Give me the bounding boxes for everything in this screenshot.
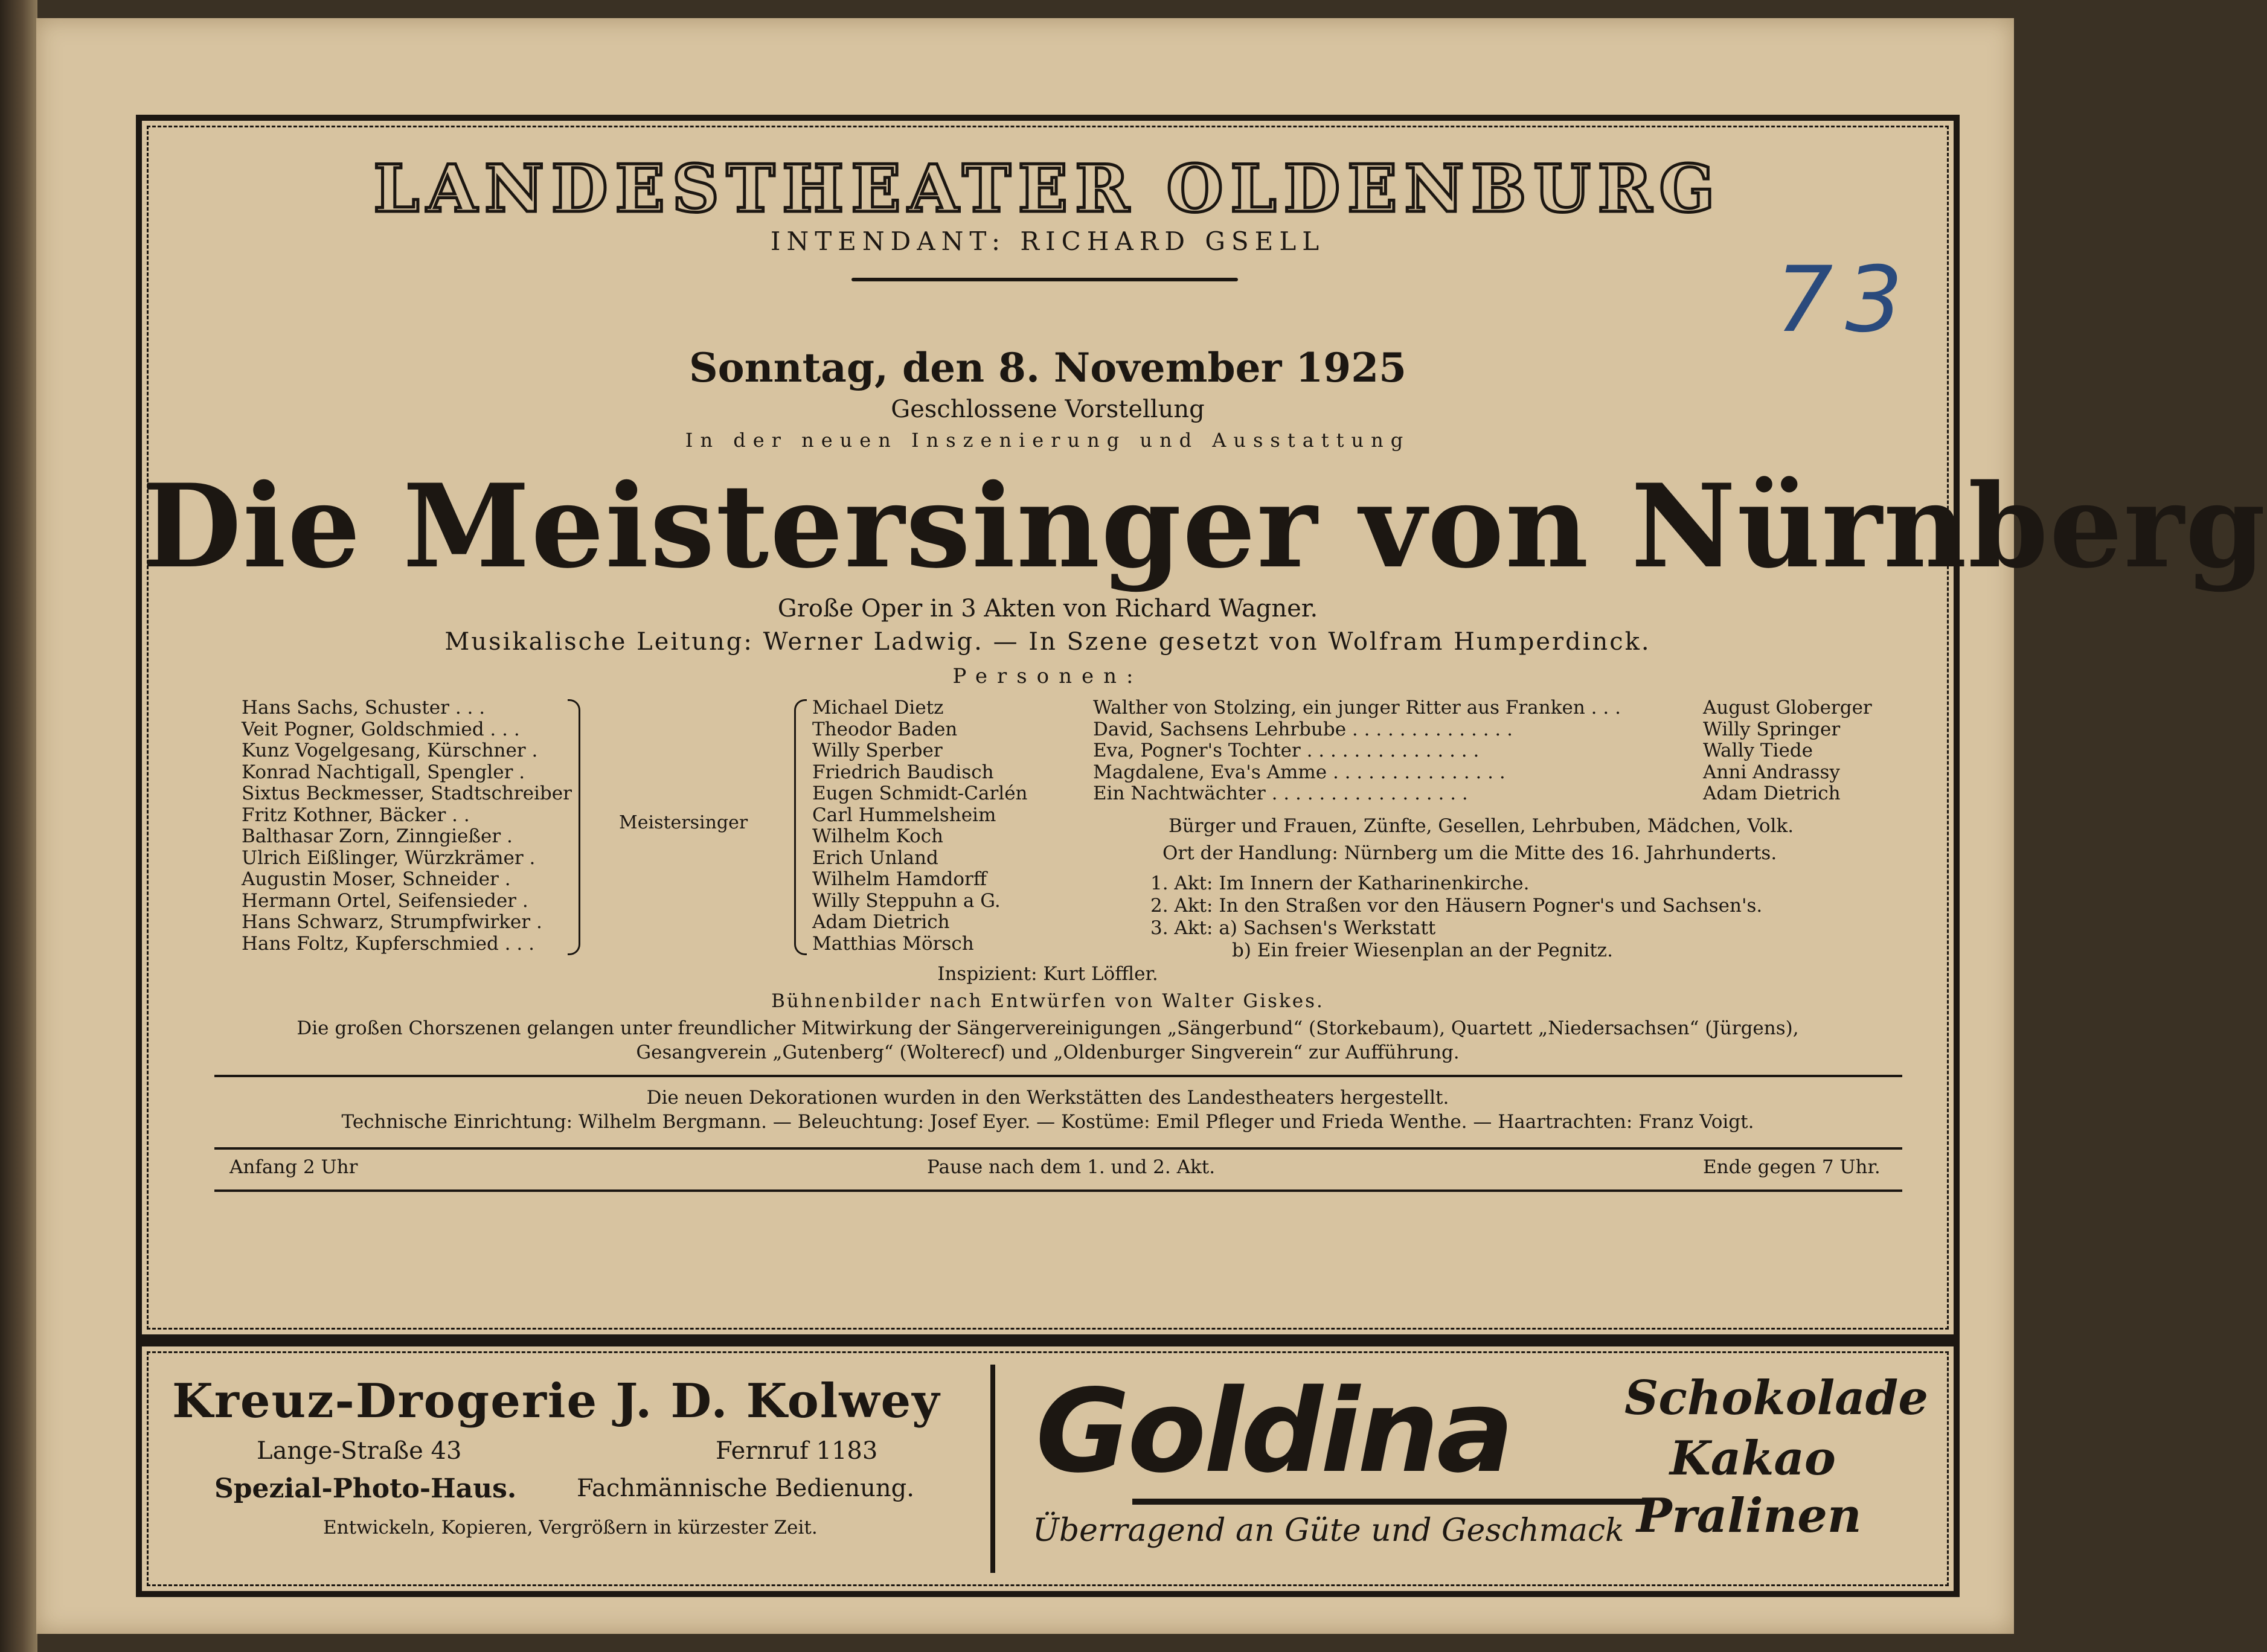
drogerie-tagline: Entwickeln, Kopieren, Vergrößern in kürzester Zeit. <box>323 1517 818 1538</box>
list-item: Michael Dietz <box>812 697 944 719</box>
divider <box>214 1189 1902 1192</box>
act-1: 1. Akt: Im Innern der Katharinenkirche. <box>1150 872 1530 894</box>
margin-number: 73 <box>1775 248 1915 353</box>
ad-separator <box>990 1365 995 1573</box>
program-frame <box>136 115 2267 1340</box>
opera-subtitle: Große Oper in 3 Akten von Richard Wagner. <box>777 595 1318 623</box>
list-item: Carl Hummelsheim <box>812 804 996 826</box>
goldina-logo: Goldina <box>1036 1365 1512 1498</box>
buhnenbilder: Bühnenbilder nach Entwürfen von Walter Giskes. <box>771 990 1324 1012</box>
theater-title: LANDESTHEATER OLDENBURG <box>373 151 1722 227</box>
list-item: Veit Pogner, Goldschmied . . . <box>242 718 520 740</box>
drogerie-name: Kreuz-Drogerie J. D. Kolwey <box>172 1374 941 1429</box>
brace-left <box>794 699 807 955</box>
page <box>36 18 2267 1634</box>
book-binding <box>0 0 37 1652</box>
singers-left-list <box>812 697 1028 955</box>
drogerie-service: Fachmännische Bedienung. <box>577 1474 914 1502</box>
dekorationen: Die neuen Dekorationen wurden in den Werkstätten des Landestheaters hergestellt. <box>646 1087 1449 1109</box>
list-item: Ein Nachtwächter . . . . . . . . . . . . . . . . . <box>1093 783 1468 804</box>
drogerie-phone: Fernruf 1183 <box>716 1437 878 1465</box>
act-2: 2. Akt: In den Straßen vor den Häusern Pogner's und Sachsen's. <box>1150 895 1763 917</box>
place-line: Ort der Handlung: Nürnberg um die Mitte des 16. Jahrhunderts. <box>1162 842 1777 864</box>
list-item: Wally Tiede <box>1703 740 1813 761</box>
list-item: Magdalene, Eva's Amme . . . . . . . . . . . . . . . <box>1093 761 1505 783</box>
drogerie-photo: Spezial-Photo-Haus. <box>214 1473 517 1504</box>
direction-credits: Musikalische Leitung: Werner Ladwig. — In Szene gesetzt von Wolfram Humperdinck. <box>444 628 1651 656</box>
inszenierung-note: In der neuen Inszenierung und Ausstattung <box>685 429 1411 452</box>
list-item: Walther von Stolzing, ein junger Ritter aus Franken . . . <box>1093 697 1621 719</box>
divider <box>214 1147 1902 1150</box>
closed-performance: Geschlossene Vorstellung <box>891 395 1205 423</box>
list-item: Hans Foltz, Kupferschmied . . . <box>242 932 534 955</box>
list-item: Fritz Kothner, Bäcker . . <box>242 804 470 826</box>
technik-credits: Technische Einrichtung: Wilhelm Bergmann. — Beleuchtung: Josef Eyer. — Kostüme: Emil Pfleger und Frieda Wenthe. — Haartrachten: Franz Voigt. <box>341 1111 1754 1133</box>
list-item: Kunz Vogelgesang, Kürschner . <box>242 740 538 761</box>
list-item: Eugen Schmidt-Carlén <box>812 783 1028 804</box>
singers-right-list <box>1703 697 1872 805</box>
list-item: Hermann Ortel, Seifensieder . <box>242 889 528 912</box>
chor-line-1: Die großen Chorszenen gelangen unter freundlicher Mitwirkung der Sängervereinigungen „Sängerbund“ (Storkebaum), Quartett „Niedersachsen“ (Jürgens), <box>297 1017 1799 1039</box>
product-pralinen: Pralinen <box>1637 1488 1862 1543</box>
chorus-line: Bürger und Frauen, Zünfte, Gesellen, Lehrbuben, Mädchen, Volk. <box>1169 815 1794 837</box>
product-kakao: Kakao <box>1670 1431 1836 1486</box>
list-item: August Globerger <box>1703 697 1872 719</box>
brace-right <box>568 699 580 955</box>
list-item: Eva, Pogner's Tochter . . . . . . . . . . . . . . . <box>1093 740 1480 761</box>
anfang: Anfang 2 Uhr <box>229 1156 358 1178</box>
title-rule <box>851 278 1238 281</box>
chor-line-2: Gesangverein „Gutenberg“ (Wolterecf) und „Oldenburger Singverein“ zur Aufführung. <box>636 1042 1460 1063</box>
list-item: Anni Andrassy <box>1703 761 1840 783</box>
list-item: Balthasar Zorn, Zinngießer . <box>242 825 513 847</box>
list-item: Matthias Mörsch <box>812 932 974 955</box>
product-schokolade: Schokolade <box>1624 1371 1928 1426</box>
goldina-slogan: Überragend an Güte und Geschmack <box>1033 1513 1624 1549</box>
list-item: Hans Sachs, Schuster . . . <box>242 697 486 719</box>
list-item: Adam Dietrich <box>1703 783 1841 804</box>
meistersinger-label: Meistersinger <box>619 812 748 833</box>
goldina-underline <box>1132 1499 1652 1505</box>
inspizient: Inspizient: Kurt Löffler. <box>937 963 1158 985</box>
performance-date: Sonntag, den 8. November 1925 <box>688 344 1407 391</box>
list-item: Willy Sperber <box>812 740 943 761</box>
drogerie-address: Lange-Straße 43 <box>257 1437 462 1465</box>
list-item: Willy Springer <box>1703 718 1841 740</box>
ad-frame <box>136 1340 1960 1597</box>
list-item: Hans Schwarz, Strumpfwirker . <box>242 911 542 933</box>
list-item: Wilhelm Koch <box>812 825 943 847</box>
personen-heading: Personen: <box>952 664 1143 688</box>
act-3b: b) Ein freier Wiesenplan an der Pegnitz. <box>1232 940 1613 961</box>
divider <box>214 1075 1902 1077</box>
pause: Pause nach dem 1. und 2. Akt. <box>927 1156 1216 1178</box>
act-3: 3. Akt: a) Sachsen's Werkstatt <box>1150 917 1436 939</box>
list-item: Wilhelm Hamdorff <box>812 868 987 890</box>
list-item: Theodor Baden <box>812 718 958 740</box>
opera-title: Die Meistersinger von Nürnberg <box>142 459 2267 594</box>
list-item: Adam Dietrich <box>812 911 950 933</box>
list-item: Friedrich Baudisch <box>812 761 994 783</box>
list-item: Ulrich Eißlinger, Würzkrämer . <box>242 847 536 869</box>
list-item: Willy Steppuhn a G. <box>812 889 1001 912</box>
list-item: Sixtus Beckmesser, Stadtschreiber <box>242 783 572 804</box>
list-item: Konrad Nachtigall, Spengler . <box>242 761 525 783</box>
list-item: David, Sachsens Lehrbube . . . . . . . . . . . . . . <box>1093 718 1513 740</box>
roles-right-list <box>1093 697 1621 805</box>
list-item: Erich Unland <box>812 847 938 869</box>
intendant: INTENDANT: RICHARD GSELL <box>770 226 1326 256</box>
roles-left-list <box>242 697 572 955</box>
ende: Ende gegen 7 Uhr. <box>1703 1156 1881 1178</box>
list-item: Augustin Moser, Schneider . <box>242 868 511 890</box>
